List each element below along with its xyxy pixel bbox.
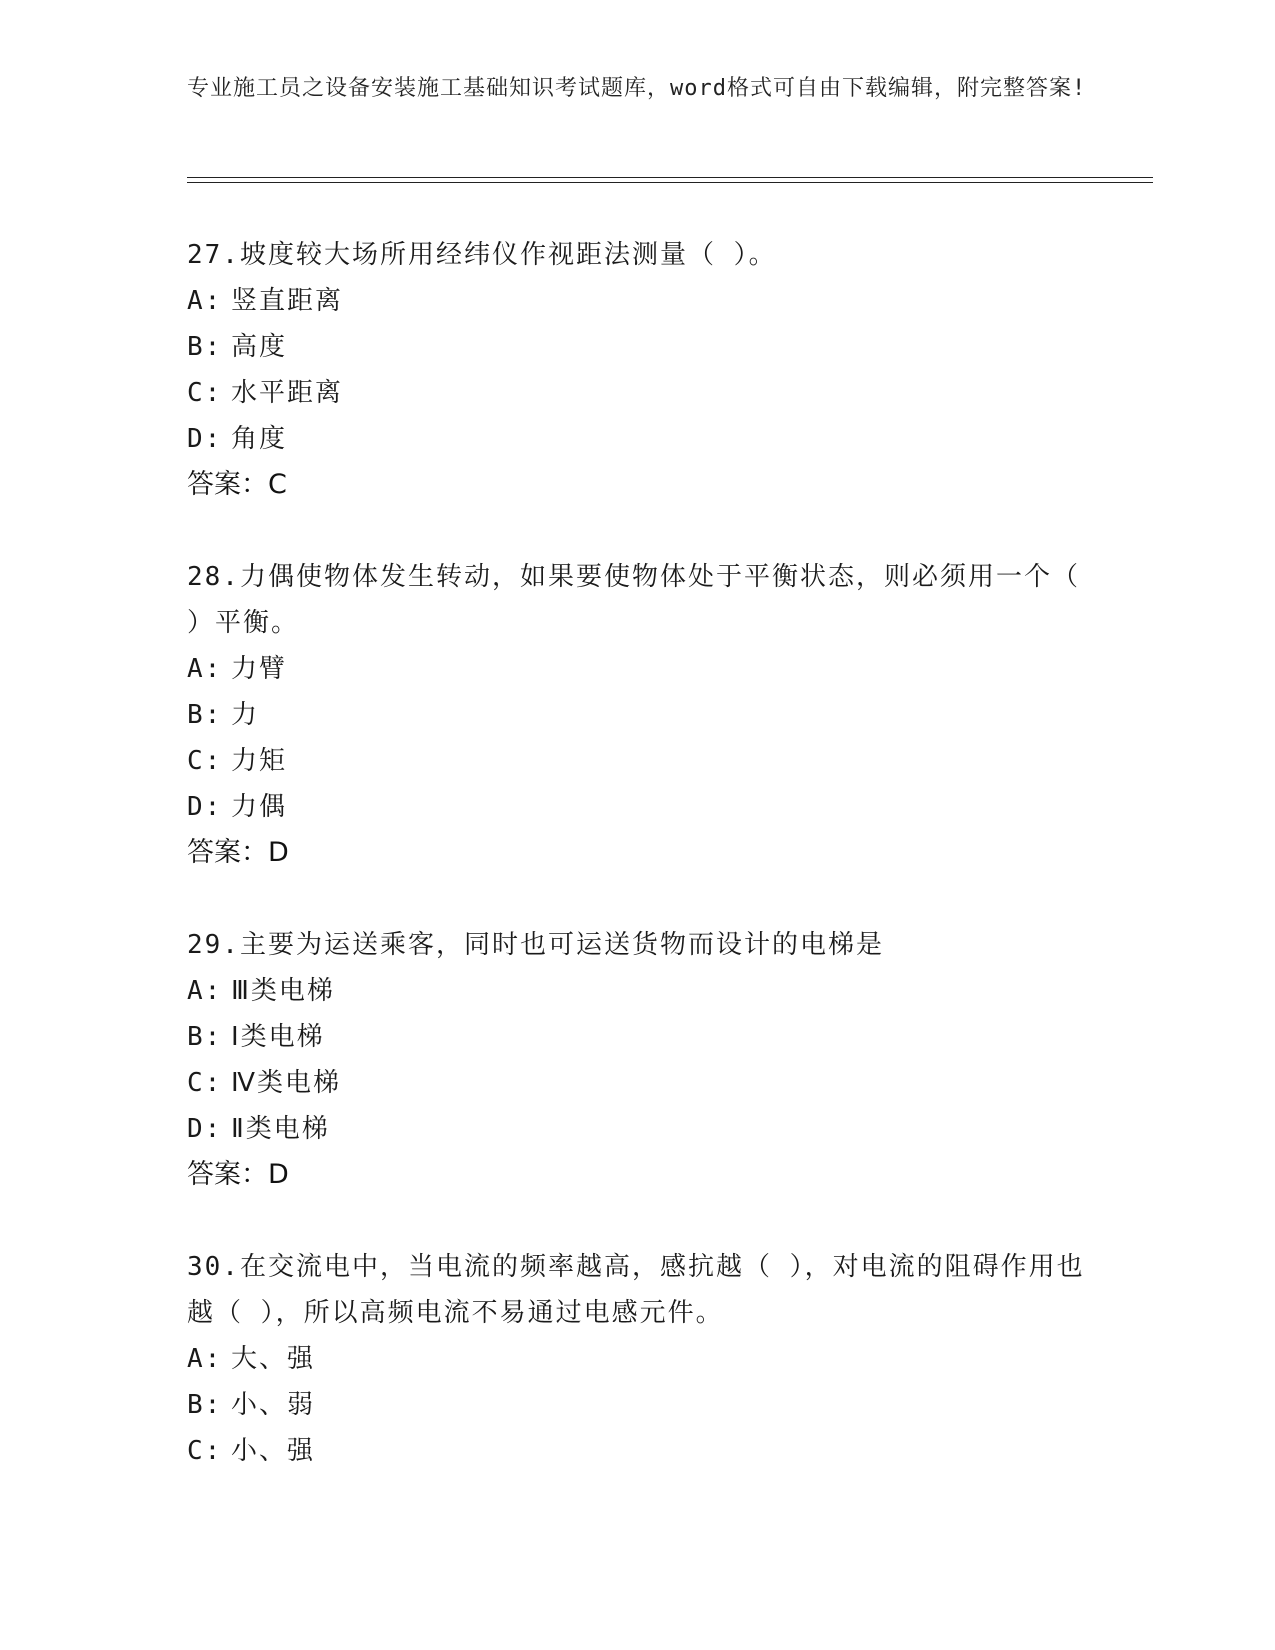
- answer-line: 答案：C: [187, 469, 287, 500]
- question-stem: 力偶使物体发生转动，如果要使物体处于平衡状态，则必须用一个（ ）平衡。: [187, 562, 1080, 638]
- option-key: B:: [187, 1390, 223, 1420]
- option-b: [187, 1014, 1087, 1060]
- option-text: 竖直距离: [231, 286, 344, 316]
- option-a: [187, 646, 1087, 692]
- option-text: 高度: [231, 332, 288, 362]
- option-text: 力矩: [231, 746, 288, 776]
- option-text: 大、强: [231, 1344, 316, 1374]
- question-text: [187, 232, 1087, 278]
- option-c: [187, 1428, 1087, 1474]
- option-key: D:: [187, 792, 223, 822]
- option-text: Ⅳ类电梯: [231, 1068, 341, 1098]
- option-b: [187, 692, 1087, 738]
- option-a: [187, 1336, 1087, 1382]
- option-key: A:: [187, 1344, 223, 1374]
- answer-line: 答案：D: [187, 837, 289, 868]
- question-text: [187, 922, 1087, 968]
- option-text: 力臂: [231, 654, 288, 684]
- option-key: C:: [187, 1068, 223, 1098]
- question-number: 30.: [187, 1252, 240, 1282]
- question-27: [187, 232, 1087, 508]
- option-d: [187, 1106, 1087, 1152]
- answer-line: 答案：D: [187, 1159, 289, 1190]
- option-text: 水平距离: [231, 378, 344, 408]
- header-rule-top: [187, 177, 1153, 178]
- option-key: A:: [187, 654, 223, 684]
- option-key: A:: [187, 286, 223, 316]
- question-stem: 在交流电中，当电流的频率越高，感抗越（ ），对电流的阻碍作用也越（ ），所以高频电流不易通过电感元件。: [187, 1252, 1085, 1328]
- question-list: [187, 232, 1087, 1520]
- option-key: B:: [187, 1022, 223, 1052]
- option-key: B:: [187, 332, 223, 362]
- option-key: B:: [187, 700, 223, 730]
- option-b: [187, 1382, 1087, 1428]
- option-text: Ⅲ类电梯: [231, 976, 335, 1006]
- question-number: 28.: [187, 562, 240, 592]
- option-d: [187, 784, 1087, 830]
- option-text: 小、强: [231, 1436, 316, 1466]
- question-28: [187, 554, 1087, 876]
- option-text: Ⅰ类电梯: [231, 1022, 325, 1052]
- option-text: 角度: [231, 424, 288, 454]
- option-c: [187, 738, 1087, 784]
- option-text: Ⅱ类电梯: [231, 1114, 330, 1144]
- option-text: 力: [231, 700, 260, 730]
- question-text: [187, 554, 1087, 646]
- question-stem: 主要为运送乘客，同时也可运送货物而设计的电梯是: [239, 930, 884, 960]
- option-a: [187, 278, 1087, 324]
- option-key: C:: [187, 378, 223, 408]
- document-header: 专业施工员之设备安装施工基础知识考试题库，word格式可自由下载编辑，附完整答案!: [187, 76, 1087, 101]
- option-key: D:: [187, 424, 223, 454]
- option-key: C:: [187, 1436, 223, 1466]
- header-rule-bottom: [187, 182, 1153, 183]
- option-key: A:: [187, 976, 223, 1006]
- option-a: [187, 968, 1087, 1014]
- question-29: [187, 922, 1087, 1198]
- option-c: [187, 1060, 1087, 1106]
- question-number: 29.: [187, 930, 240, 960]
- question-number: 27.: [187, 240, 240, 270]
- question-30: [187, 1244, 1087, 1474]
- option-key: D:: [187, 1114, 223, 1144]
- option-d: [187, 416, 1087, 462]
- option-key: C:: [187, 746, 223, 776]
- option-text: 小、弱: [231, 1390, 316, 1420]
- option-text: 力偶: [231, 792, 288, 822]
- option-b: [187, 324, 1087, 370]
- option-c: [187, 370, 1087, 416]
- question-stem: 坡度较大场所用经纬仪作视距法测量（ ）。: [239, 240, 777, 270]
- question-text: [187, 1244, 1087, 1336]
